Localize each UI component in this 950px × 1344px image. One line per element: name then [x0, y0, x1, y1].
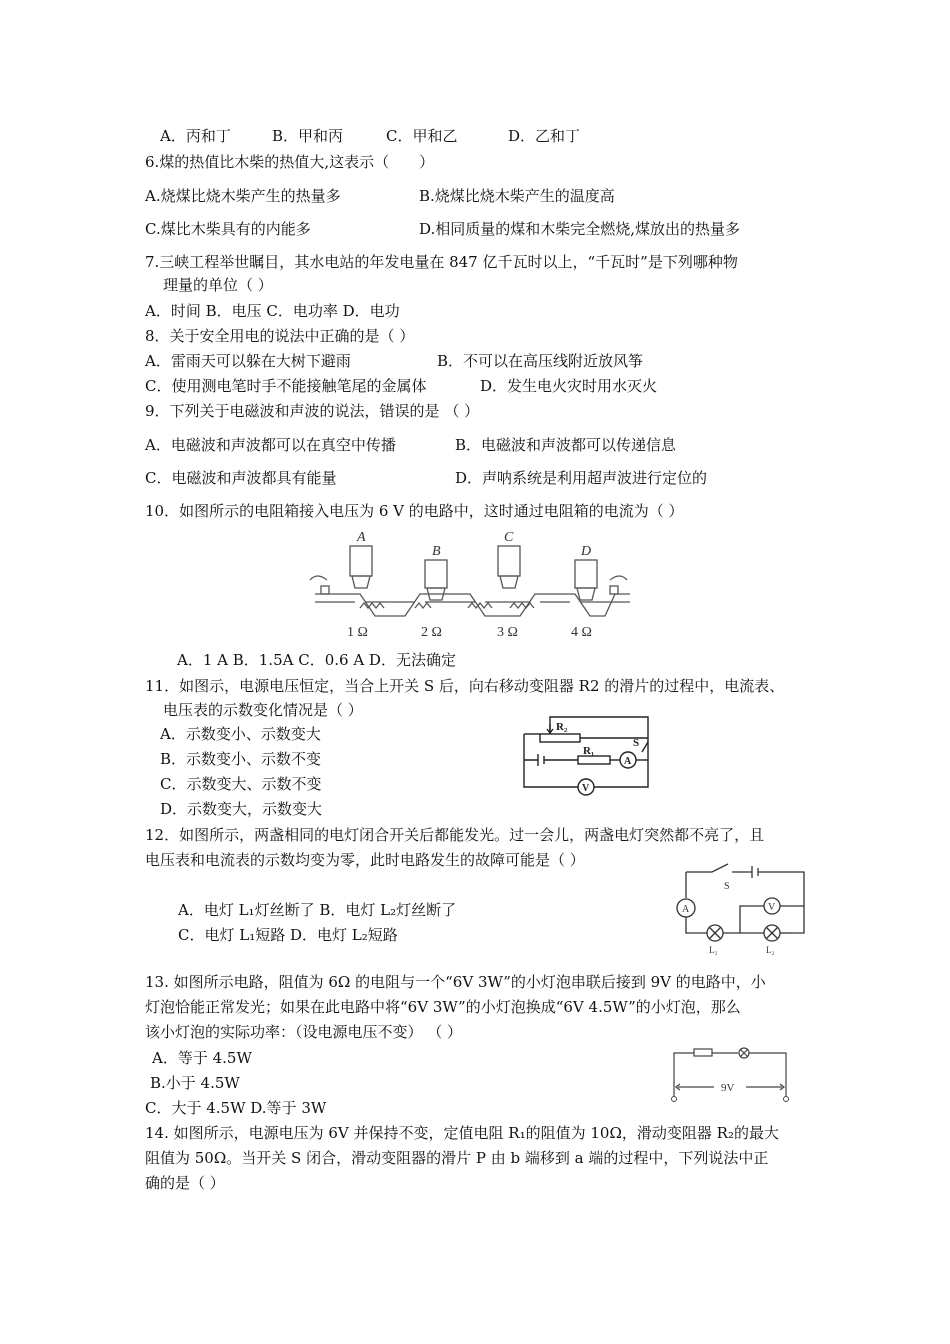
- q9-option-c: C．电磁波和声波都具有能量: [145, 469, 337, 487]
- q14-stem-line1: 14. 如图所示，电源电压为 6V 并保持不变，定值电阻 R₁的阻值为 10Ω，滑动变阻器 R₂的最大: [145, 1124, 779, 1142]
- voltmeter-v: V: [582, 783, 590, 794]
- label-r1: R₁: [583, 745, 595, 757]
- q6-option-a: A.烧煤比烧木柴产生的热量多: [145, 187, 341, 205]
- q13-option-a: A．等于 4.5W: [152, 1049, 252, 1067]
- plug-label-d: D: [581, 544, 592, 559]
- q8-stem: 8．关于安全用电的说法中正确的是（ ）: [145, 327, 415, 345]
- label-l2: L₂: [766, 945, 775, 955]
- q11-option-a: A．示数变小、示数变大: [160, 725, 321, 743]
- voltmeter-v: V: [768, 902, 776, 913]
- q8-option-b: B．不可以在高压线附近放风筝: [437, 352, 644, 370]
- q9-option-d: D．声呐系统是利用超声波进行定位的: [455, 469, 708, 487]
- resistor-label-1: 1 Ω: [347, 625, 368, 640]
- label-s: S: [724, 881, 730, 892]
- label-l1: L₁: [709, 945, 718, 955]
- q7-options: A．时间 B．电压 C．电功率 D．电功: [145, 302, 400, 320]
- resistor-label-4: 4 Ω: [571, 625, 592, 640]
- q11-option-d: D．示数变大，示数变大: [160, 800, 323, 818]
- q14-stem-line2: 阻值为 50Ω。当开关 S 闭合，滑动变阻器的滑片 P 由 b 端移到 a 端的过程中，下列说法中正: [145, 1149, 769, 1167]
- plug-label-b: B: [432, 544, 441, 559]
- q7-stem-line2: 理量的单位（ ）: [163, 276, 273, 294]
- q13-stem-line3: 该小灯泡的实际功率：（设电源电压不变） （ ）: [145, 1023, 463, 1041]
- label-r2: R₂: [556, 721, 568, 733]
- q6-option-d: D.相同质量的煤和木柴完全燃烧,煤放出的热量多: [419, 220, 741, 238]
- q12-circuit-figure: [672, 856, 812, 956]
- q12-stem-line2: 电压表和电流表的示数均变为零，此时电路发生的故障可能是（ ）: [145, 851, 585, 869]
- q8-option-a: A．雷雨天可以躲在大树下避雨: [145, 352, 351, 370]
- q9-option-a: A．电磁波和声波都可以在真空中传播: [145, 436, 396, 454]
- q5-option-c: C．甲和乙: [386, 127, 458, 145]
- q10-options: A．1 A B．1.5A C．0.6 A D．无法确定: [177, 651, 456, 669]
- voltage-label: 9V: [721, 1082, 735, 1094]
- q11-stem-line1: 11．如图示，电源电压恒定，当合上开关 S 后，向右移动变阻器 R2 的滑片的过程中，电流表、: [145, 677, 785, 695]
- q6-option-c: C.煤比木柴具有的内能多: [145, 220, 311, 238]
- q5-option-a: A．丙和丁: [160, 127, 231, 145]
- resistor-label-2: 2 Ω: [421, 625, 442, 640]
- q13-option-b: B.小于 4.5W: [150, 1074, 240, 1092]
- q8-option-d: D．发生电火灾时用水灭火: [480, 377, 658, 395]
- q12-options-cd: C．电灯 L₁短路 D．电灯 L₂短路: [178, 926, 398, 944]
- ammeter-a: A: [682, 904, 690, 915]
- q11-stem-line2: 电压表的示数变化情况是（ ）: [163, 701, 363, 719]
- plug-label-c: C: [504, 530, 514, 545]
- q14-stem-line3: 确的是（ ）: [145, 1174, 225, 1192]
- q5-option-b: B．甲和丙: [272, 127, 344, 145]
- q9-stem: 9．下列关于电磁波和声波的说法，错误的是 （ ）: [145, 402, 480, 420]
- q6-option-b: B.烧煤比烧木柴产生的温度高: [419, 187, 615, 205]
- q6-stem: 6.煤的热值比木柴的热值大,这表示（ ）: [145, 153, 435, 171]
- label-s: S: [633, 737, 640, 749]
- plug-label-a: A: [357, 530, 366, 545]
- q13-stem-line2: 灯泡恰能正常发光；如果在此电路中将“6V 3W”的小灯泡换成“6V 4.5W”的小灯泡，那么: [145, 998, 741, 1016]
- q11-circuit-figure: [520, 712, 655, 800]
- q11-option-c: C．示数变大、示数不变: [160, 775, 322, 793]
- resistance-box-figure: [305, 528, 635, 643]
- q13-options-cd: C．大于 4.5W D.等于 3W: [145, 1099, 327, 1117]
- q11-option-b: B．示数变小、示数不变: [160, 750, 322, 768]
- q12-options-ab: A．电灯 L₁灯丝断了 B．电灯 L₂灯丝断了: [178, 901, 457, 919]
- resistor-label-3: 3 Ω: [497, 625, 518, 640]
- q10-stem: 10．如图所示的电阻箱接入电压为 6 V 的电路中，这时通过电阻箱的电流为（ ）: [145, 502, 684, 520]
- ammeter-a: A: [624, 756, 632, 767]
- q12-stem-line1: 12．如图所示，两盏相同的电灯闭合开关后都能发光。过一会儿，两盏电灯突然都不亮了，且: [145, 826, 765, 844]
- q8-option-c: C．使用测电笔时手不能接触笔尾的金属体: [145, 377, 427, 395]
- q7-stem-line1: 7.三峡工程举世瞩目，其水电站的年发电量在 847 亿千瓦时以上，“千瓦时”是下列哪种物: [145, 253, 738, 271]
- q9-option-b: B．电磁波和声波都可以传递信息: [455, 436, 677, 454]
- q5-option-d: D．乙和丁: [508, 127, 581, 145]
- q13-circuit-figure: [670, 1045, 800, 1103]
- q13-stem-line1: 13. 如图所示电路，阻值为 6Ω 的电阻与一个“6V 3W”的小灯泡串联后接到 9V 的电路中，小: [145, 973, 766, 991]
